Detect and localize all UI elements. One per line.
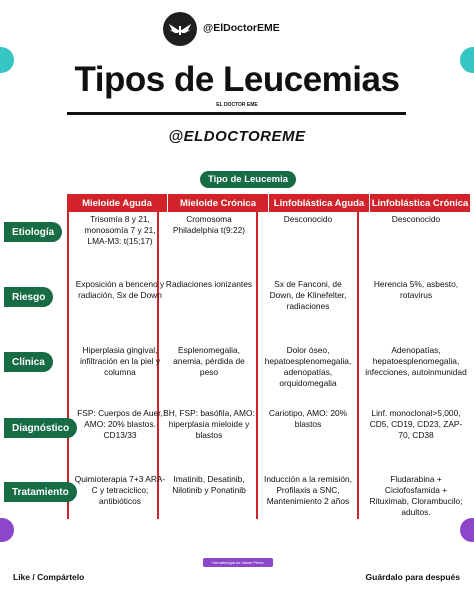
table-cell: BH, FSP: basófila, AMO: hiperplasia mieloide y blastos bbox=[163, 408, 255, 440]
row-label-diagnostico: Diagnóstico bbox=[4, 418, 77, 438]
table-cell: Desconocido bbox=[391, 214, 441, 224]
row-label-etiologia: Etiología bbox=[4, 222, 62, 242]
table-cell: Cromosoma Philadelphia t(9:22) bbox=[172, 214, 246, 235]
rule-label-text: EL DOCTOR EME bbox=[213, 102, 261, 108]
column-divider bbox=[357, 212, 359, 519]
table-cell: Sx de Fanconi, de Down, de Klinefelter, radiaciones bbox=[269, 279, 347, 311]
table-cell: FSP: Cuerpos de Auer, AMO: 20% blastos. CD13/33 bbox=[77, 408, 163, 440]
handle-top: @ElDoctorEME bbox=[203, 22, 280, 34]
row-label-riesgo: Riesgo bbox=[4, 287, 53, 307]
table-cell: Inducción a la remisión, Profilaxis a SNC, Mantenimiento 2 años bbox=[264, 474, 352, 506]
row-label-clinica: Clínica bbox=[4, 352, 53, 372]
column-divider bbox=[67, 212, 69, 519]
table-cell: Adenopatías, hepatoesplenomegalia, infecciones, autoinmunidad bbox=[365, 345, 467, 377]
column-header-mieloide-cronica: Mieloide Crónica bbox=[168, 194, 269, 212]
table-cell: Cariotipo, AMO: 20% blastos bbox=[268, 408, 348, 429]
purple-circle-left bbox=[0, 518, 14, 542]
table-cell: Dolor óseo, hepatoesplenomegalia, adenopatías, orquidomegalia bbox=[264, 345, 352, 388]
column-headers bbox=[67, 194, 470, 212]
save-text: Guárdalo para después bbox=[365, 572, 460, 582]
table-cell: Fludarabina + Ciclofosfamida + Rituximab, Clorambucilo; adultos. bbox=[369, 474, 463, 517]
title-underline bbox=[67, 112, 406, 115]
table-cell: Desconocido bbox=[283, 214, 333, 224]
group-label: Tipo de Leucemia bbox=[200, 171, 296, 188]
rule-label bbox=[0, 102, 474, 108]
table-cell: Hiperplasia gingival, infiltración en la piel y columna bbox=[79, 345, 161, 377]
like-share-text: Like / Compártelo bbox=[13, 572, 85, 582]
brand-logo-icon bbox=[163, 12, 197, 46]
column-header-mieloide-aguda: Mieloide Aguda bbox=[67, 194, 168, 212]
table-cell: Esplenomegalia, anemia, pérdida de peso bbox=[173, 345, 245, 377]
column-header-linfoblastica-aguda: Linfoblástica Aguda bbox=[269, 194, 370, 212]
column-header-linfoblastica-cronica: Linfoblástica Crónica bbox=[370, 194, 470, 212]
table-cell: Linf. monoclonal>5,000, CD5, CD19, CD23, ZAP-70, CD38 bbox=[369, 408, 463, 440]
table-cell: Trisomía 8 y 21, monosomía 7 y 21, LMA-M3: t(15;17) bbox=[84, 214, 156, 246]
row-label-tratamiento: Tratamiento bbox=[4, 482, 77, 502]
table-cell: Quimioterapia 7+3 ARA-C y tetraciclico; antibióticos bbox=[74, 474, 166, 506]
credit-badge: Hematología de Jaime Pérez bbox=[203, 558, 273, 567]
table-cell: Herencia 5%, asbesto, rotavirus bbox=[373, 279, 459, 300]
table-cell: Radiaciones ionizantes bbox=[165, 279, 253, 289]
page-title: Tipos de Leucemias bbox=[74, 60, 400, 99]
table-cell: Imatinib, Desatinib, Nilotinib y Ponatinib bbox=[172, 474, 246, 495]
table-cell: Exposición a benceno y radiación, Sx de Down bbox=[75, 279, 165, 300]
purple-circle-right bbox=[460, 518, 474, 542]
handle-middle: @ELDOCTOREME bbox=[168, 128, 306, 145]
column-divider bbox=[256, 212, 258, 519]
